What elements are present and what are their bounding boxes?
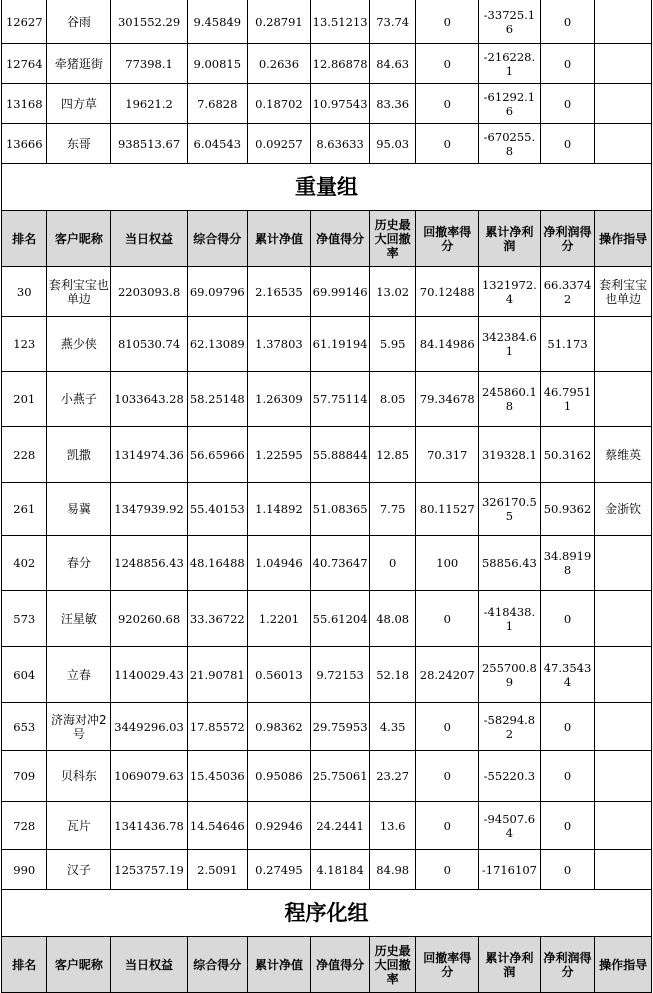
- rank-cell: 573: [2, 591, 47, 647]
- equity-cell: 19621.2: [111, 84, 188, 124]
- header-row: [2, 937, 652, 993]
- net-profit-cell: 1321972.4: [479, 267, 541, 317]
- drawdown-score-cell: 0: [416, 751, 479, 802]
- drawdown-score-cell: 0: [416, 124, 479, 164]
- profit-score-cell: 0: [540, 0, 595, 44]
- guidance-cell: [595, 703, 652, 751]
- guidance-cell: 蔡维英: [595, 427, 652, 483]
- max-drawdown-cell: 13.02: [369, 267, 416, 317]
- profit-score-cell: 0: [540, 124, 595, 164]
- table-row: [2, 44, 652, 84]
- nickname-header: 客户昵称: [47, 211, 111, 267]
- guidance-cell: [595, 84, 652, 124]
- max-drawdown-cell: 84.63: [369, 44, 416, 84]
- score-cell: 7.6828: [187, 84, 247, 124]
- profit-score-cell: 51.173: [540, 317, 595, 372]
- drawdown-score-cell: 100: [416, 536, 479, 591]
- drawdown-score-header: 回撤率得分: [416, 211, 479, 267]
- score-cell: 2.5091: [187, 850, 247, 890]
- profit-score-cell: 50.9362: [540, 483, 595, 536]
- guidance-cell: 金浙钦: [595, 483, 652, 536]
- drawdown-score-cell: 0: [416, 0, 479, 44]
- net-profit-cell: 342384.61: [479, 317, 541, 372]
- nav-header: 累计净值: [247, 937, 311, 993]
- nav-cell: 2.16535: [247, 267, 311, 317]
- nav-cell: 1.22595: [247, 427, 311, 483]
- nav-score-cell: 8.63633: [311, 124, 370, 164]
- score-cell: 69.09796: [187, 267, 247, 317]
- score-cell: 56.65966: [187, 427, 247, 483]
- rank-cell: 709: [2, 751, 47, 802]
- nav-cell: 0.09257: [247, 124, 311, 164]
- profit-score-cell: 0: [540, 44, 595, 84]
- nickname-cell: 燕少侠: [47, 317, 111, 372]
- net-profit-cell: 255700.89: [479, 647, 541, 703]
- nav-score-header: 净值得分: [311, 937, 370, 993]
- profit-score-cell: 0: [540, 751, 595, 802]
- guidance-cell: [595, 317, 652, 372]
- nav-score-cell: 61.19194: [311, 317, 370, 372]
- profit-score-header: 净利润得分: [540, 937, 595, 993]
- profit-score-cell: 46.79511: [540, 372, 595, 427]
- guidance-header: 操作指导: [595, 937, 652, 993]
- max-drawdown-cell: 48.08: [369, 591, 416, 647]
- nickname-cell: 东哥: [47, 124, 111, 164]
- group-title-row: [2, 164, 652, 211]
- equity-cell: 1341436.78: [111, 802, 188, 850]
- max-drawdown-cell: 83.36: [369, 84, 416, 124]
- score-cell: 55.40153: [187, 483, 247, 536]
- max-drawdown-cell: 84.98: [369, 850, 416, 890]
- rank-cell: 13666: [2, 124, 47, 164]
- group-title-row: [2, 890, 652, 937]
- profit-score-cell: 0: [540, 84, 595, 124]
- nickname-cell: 春分: [47, 536, 111, 591]
- net-profit-cell: -33725.16: [479, 0, 541, 44]
- nav-score-cell: 10.97543: [311, 84, 370, 124]
- max-drawdown-cell: 52.18: [369, 647, 416, 703]
- nickname-cell: 套利宝宝也单边: [47, 267, 111, 317]
- drawdown-score-cell: 84.14986: [416, 317, 479, 372]
- nickname-cell: 凯撒: [47, 427, 111, 483]
- net-profit-cell: -55220.3: [479, 751, 541, 802]
- score-cell: 33.36722: [187, 591, 247, 647]
- drawdown-score-cell: 0: [416, 44, 479, 84]
- score-cell: 6.04543: [187, 124, 247, 164]
- nav-score-cell: 55.61204: [311, 591, 370, 647]
- table-row: [2, 427, 652, 483]
- score-cell: 62.13089: [187, 317, 247, 372]
- score-cell: 58.25148: [187, 372, 247, 427]
- score-header: 综合得分: [187, 937, 247, 993]
- guidance-cell: [595, 0, 652, 44]
- table-row: [2, 317, 652, 372]
- net-profit-cell: 326170.55: [479, 483, 541, 536]
- nav-cell: 1.37803: [247, 317, 311, 372]
- equity-cell: 2203093.8: [111, 267, 188, 317]
- nav-score-cell: 4.18184: [311, 850, 370, 890]
- nav-score-cell: 69.99146: [311, 267, 370, 317]
- nav-score-cell: 24.2441: [311, 802, 370, 850]
- drawdown-score-cell: 79.34678: [416, 372, 479, 427]
- equity-cell: 1069079.63: [111, 751, 188, 802]
- guidance-cell: [595, 751, 652, 802]
- equity-cell: 938513.67: [111, 124, 188, 164]
- nav-score-cell: 51.08365: [311, 483, 370, 536]
- table-row: [2, 751, 652, 802]
- rank-header: 排名: [2, 211, 47, 267]
- table-row: [2, 591, 652, 647]
- score-header: 综合得分: [187, 211, 247, 267]
- rank-cell: 201: [2, 372, 47, 427]
- rank-cell: 12627: [2, 0, 47, 44]
- table-row: [2, 647, 652, 703]
- max-drawdown-header: 历史最大回撤率: [369, 937, 416, 993]
- max-drawdown-cell: 73.74: [369, 0, 416, 44]
- nav-score-cell: 9.72153: [311, 647, 370, 703]
- table-row: [2, 267, 652, 317]
- table-row: [2, 372, 652, 427]
- equity-header: 当日权益: [111, 937, 188, 993]
- drawdown-score-cell: 0: [416, 591, 479, 647]
- guidance-cell: [595, 802, 652, 850]
- nav-cell: 0.18702: [247, 84, 311, 124]
- profit-score-cell: 0: [540, 591, 595, 647]
- equity-cell: 1248856.43: [111, 536, 188, 591]
- nickname-cell: 瓦片: [47, 802, 111, 850]
- guidance-cell: [595, 124, 652, 164]
- nav-cell: 0.2636: [247, 44, 311, 84]
- table-row: [2, 703, 652, 751]
- equity-cell: 77398.1: [111, 44, 188, 84]
- max-drawdown-cell: 23.27: [369, 751, 416, 802]
- profit-score-cell: 34.89198: [540, 536, 595, 591]
- net-profit-header: 累计净利润: [479, 937, 541, 993]
- net-profit-cell: -58294.82: [479, 703, 541, 751]
- equity-cell: 920260.68: [111, 591, 188, 647]
- nickname-header: 客户昵称: [47, 937, 111, 993]
- rank-cell: 12764: [2, 44, 47, 84]
- nav-cell: 1.14892: [247, 483, 311, 536]
- net-profit-cell: -216228.1: [479, 44, 541, 84]
- nickname-cell: 四方草: [47, 84, 111, 124]
- net-profit-cell: -670255.8: [479, 124, 541, 164]
- rank-cell: 261: [2, 483, 47, 536]
- max-drawdown-cell: 7.75: [369, 483, 416, 536]
- score-cell: 15.45036: [187, 751, 247, 802]
- max-drawdown-cell: 13.6: [369, 802, 416, 850]
- nav-score-header: 净值得分: [311, 211, 370, 267]
- table-row: [2, 124, 652, 164]
- nav-cell: 0.95086: [247, 751, 311, 802]
- nav-score-cell: 29.75953: [311, 703, 370, 751]
- profit-score-cell: 0: [540, 802, 595, 850]
- nav-cell: 1.26309: [247, 372, 311, 427]
- nav-cell: 0.27495: [247, 850, 311, 890]
- score-cell: 9.00815: [187, 44, 247, 84]
- table-row: [2, 84, 652, 124]
- net-profit-cell: 58856.43: [479, 536, 541, 591]
- equity-header: 当日权益: [111, 211, 188, 267]
- nav-score-cell: 40.73647: [311, 536, 370, 591]
- net-profit-cell: -1716107: [479, 850, 541, 890]
- drawdown-score-header: 回撤率得分: [416, 937, 479, 993]
- profit-score-cell: 66.33742: [540, 267, 595, 317]
- profit-score-cell: 0: [540, 703, 595, 751]
- group-title: 程序化组: [2, 890, 652, 937]
- drawdown-score-cell: 0: [416, 850, 479, 890]
- nickname-cell: 济海对冲2号: [47, 703, 111, 751]
- nav-score-cell: 57.75114: [311, 372, 370, 427]
- nav-cell: 1.2201: [247, 591, 311, 647]
- guidance-header: 操作指导: [595, 211, 652, 267]
- net-profit-cell: -418438.1: [479, 591, 541, 647]
- nav-cell: 0.28791: [247, 0, 311, 44]
- nav-header: 累计净值: [247, 211, 311, 267]
- max-drawdown-cell: 12.85: [369, 427, 416, 483]
- rank-cell: 990: [2, 850, 47, 890]
- header-row: [2, 211, 652, 267]
- rank-cell: 604: [2, 647, 47, 703]
- table-row: [2, 802, 652, 850]
- table-row: [2, 0, 652, 44]
- net-profit-cell: 245860.18: [479, 372, 541, 427]
- rank-cell: 653: [2, 703, 47, 751]
- net-profit-header: 累计净利润: [479, 211, 541, 267]
- max-drawdown-cell: 95.03: [369, 124, 416, 164]
- drawdown-score-cell: 0: [416, 703, 479, 751]
- guidance-cell: [595, 850, 652, 890]
- max-drawdown-cell: 0: [369, 536, 416, 591]
- drawdown-score-cell: 0: [416, 802, 479, 850]
- net-profit-cell: 319328.1: [479, 427, 541, 483]
- nickname-cell: 谷雨: [47, 0, 111, 44]
- table-row: [2, 850, 652, 890]
- equity-cell: 1253757.19: [111, 850, 188, 890]
- drawdown-score-cell: 0: [416, 84, 479, 124]
- max-drawdown-cell: 5.95: [369, 317, 416, 372]
- nickname-cell: 牵猪逛街: [47, 44, 111, 84]
- nav-cell: 0.56013: [247, 647, 311, 703]
- nav-score-cell: 12.86878: [311, 44, 370, 84]
- max-drawdown-header: 历史最大回撤率: [369, 211, 416, 267]
- equity-cell: 1140029.43: [111, 647, 188, 703]
- table-row: [2, 536, 652, 591]
- rank-cell: 123: [2, 317, 47, 372]
- nav-score-cell: 25.75061: [311, 751, 370, 802]
- table-row: [2, 483, 652, 536]
- nav-score-cell: 55.88844: [311, 427, 370, 483]
- nickname-cell: 贝科东: [47, 751, 111, 802]
- rank-cell: 30: [2, 267, 47, 317]
- equity-cell: 1314974.36: [111, 427, 188, 483]
- nav-cell: 1.04946: [247, 536, 311, 591]
- score-cell: 17.85572: [187, 703, 247, 751]
- net-profit-cell: -94507.64: [479, 802, 541, 850]
- guidance-cell: [595, 536, 652, 591]
- rank-cell: 402: [2, 536, 47, 591]
- rank-cell: 228: [2, 427, 47, 483]
- nav-score-cell: 13.51213: [311, 0, 370, 44]
- guidance-cell: [595, 44, 652, 84]
- equity-cell: 1347939.92: [111, 483, 188, 536]
- equity-cell: 3449296.03: [111, 703, 188, 751]
- nav-cell: 0.98362: [247, 703, 311, 751]
- nav-cell: 0.92946: [247, 802, 311, 850]
- equity-cell: 301552.29: [111, 0, 188, 44]
- score-cell: 48.16488: [187, 536, 247, 591]
- equity-cell: 1033643.28: [111, 372, 188, 427]
- max-drawdown-cell: 4.35: [369, 703, 416, 751]
- nickname-cell: 汉子: [47, 850, 111, 890]
- rank-header: 排名: [2, 937, 47, 993]
- max-drawdown-cell: 8.05: [369, 372, 416, 427]
- rank-cell: 728: [2, 802, 47, 850]
- score-cell: 14.54646: [187, 802, 247, 850]
- drawdown-score-cell: 28.24207: [416, 647, 479, 703]
- nickname-cell: 易冀: [47, 483, 111, 536]
- net-profit-cell: -61292.16: [479, 84, 541, 124]
- guidance-cell: [595, 591, 652, 647]
- ranking-table: [1, 0, 652, 993]
- profit-score-header: 净利润得分: [540, 211, 595, 267]
- nickname-cell: 立春: [47, 647, 111, 703]
- score-cell: 9.45849: [187, 0, 247, 44]
- profit-score-cell: 0: [540, 850, 595, 890]
- guidance-cell: [595, 647, 652, 703]
- rank-cell: 13168: [2, 84, 47, 124]
- guidance-cell: 套利宝宝也单边: [595, 267, 652, 317]
- equity-cell: 810530.74: [111, 317, 188, 372]
- drawdown-score-cell: 70.317: [416, 427, 479, 483]
- nickname-cell: 汪星敏: [47, 591, 111, 647]
- score-cell: 21.90781: [187, 647, 247, 703]
- guidance-cell: [595, 372, 652, 427]
- nickname-cell: 小燕子: [47, 372, 111, 427]
- drawdown-score-cell: 80.11527: [416, 483, 479, 536]
- drawdown-score-cell: 70.12488: [416, 267, 479, 317]
- group-title: 重量组: [2, 164, 652, 211]
- profit-score-cell: 47.35434: [540, 647, 595, 703]
- profit-score-cell: 50.3162: [540, 427, 595, 483]
